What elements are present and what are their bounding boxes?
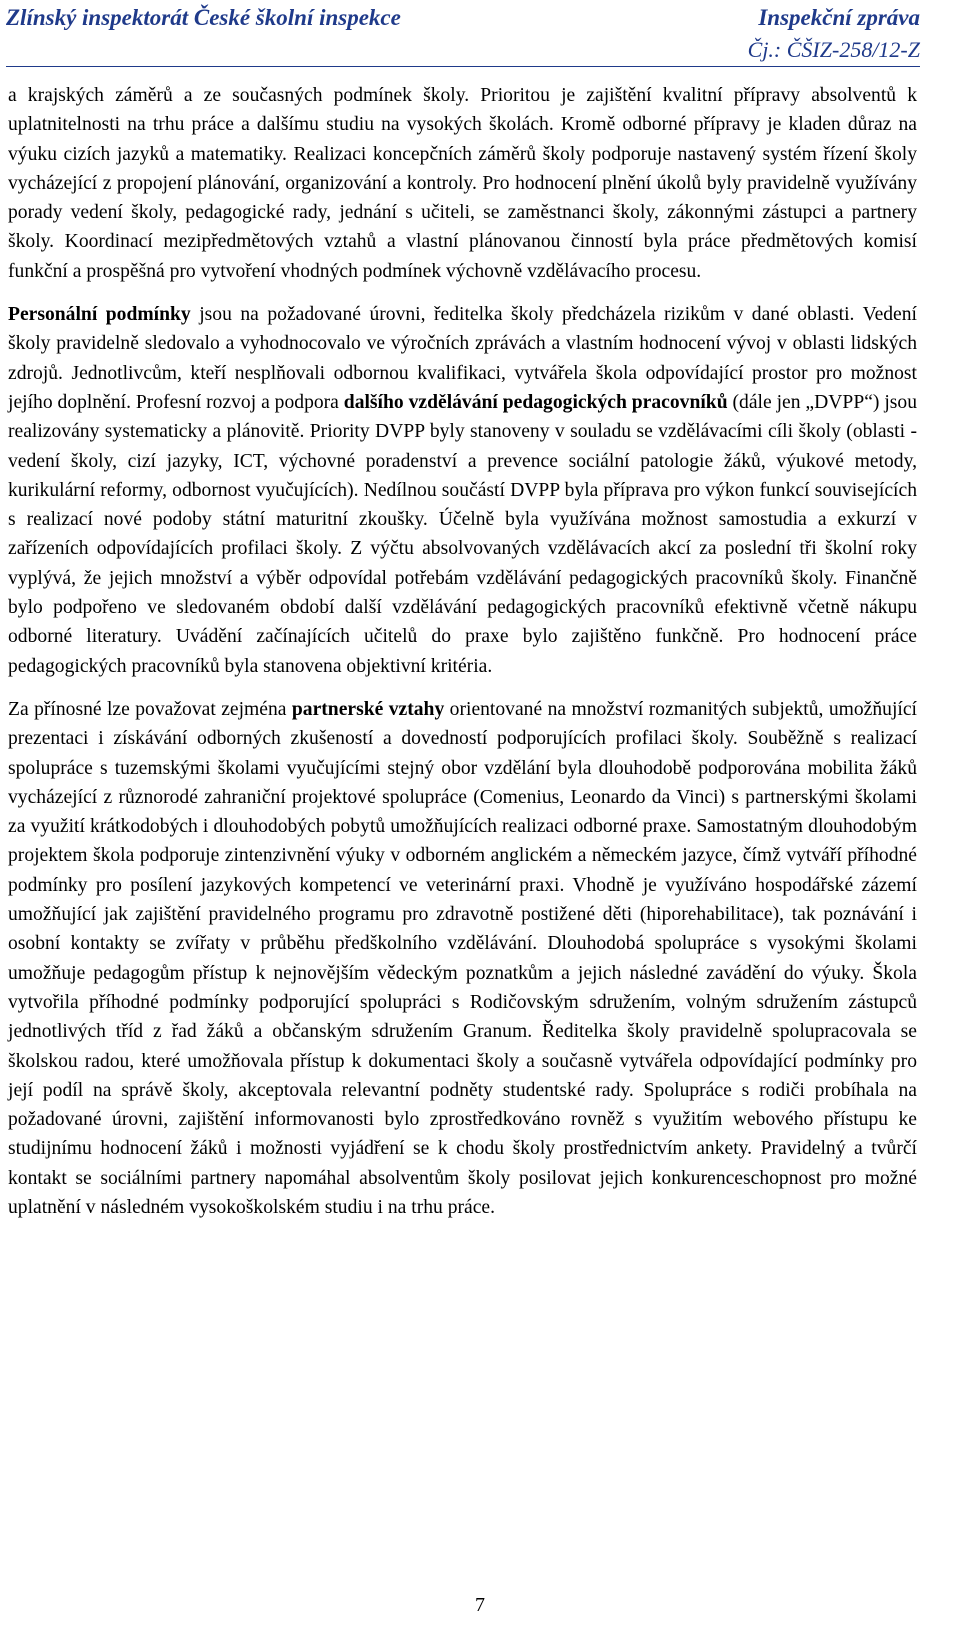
document-body: [8, 81, 917, 1222]
bold-term-dvpp: dalšího vzdělávání pedagogických pracovníků: [343, 391, 728, 413]
page-header: [6, 2, 920, 68]
paragraph-personnel: [8, 300, 917, 681]
report-title: Inspekční zpráva: [758, 5, 920, 30]
report-heading: [748, 2, 920, 66]
text-run: Za přínosné lze považovat zejména: [8, 698, 292, 720]
bold-term-partnerships: partnerské vztahy: [291, 698, 445, 720]
header-divider: [6, 66, 920, 67]
text-run: orientované na množství rozmanitých subjektů, umožňující prezentaci i získávání odborných zkušeností a dovedností podporujících profilaci školy. Souběžně s realizací spolupráce s tuzemskými školami vyučujícími stejný obor vzdělání byla dlouhodobě podporována mobilita žáků vycházející z různorodé zahraniční projektové spolupráce (Comenius, Leonardo da Vinci) s partnerskými školami za využití krátkodobých i dlouhodobých pobytů umožňujících realizaci odborné praxe. Samostatným dlouhodobým projektem škola podporuje zintenzivnění výuky v odborném anglickém a německém jazyce, čímž vytváří příhodné podmínky pro posílení jazykových kompetencí ve veterinární praxi. Vhodně je využíváno hospodářské zázemí umožňující jak zajištění pravidelného programu pro zdravotně postižené děti (hiporehabilitace), tak poznávání i osobní kontakty se zvířaty v průběhu předškolního vzdělávání. Dlouhodobá spolupráce s vysokými školami umožňuje pedagogům přístup k nejnovějším vědeckým poznatkům a jejich následné zavádění do výuky. Škola vytvořila příhodné podmínky podporující spolupráci s Rodičovským sdružením, volným sdružením zástupců jednotlivých tříd z řad žáků a občanským sdružením Granum. Ředitelka školy pravidelně spolupracovala se školskou radou, které umožňovala přístup k dokumentaci školy a současně vytvářela odpovídající podmínky pro její podíl na správě školy, akceptovala relevantní podněty studentské rady. Spolupráce s rodiči probíhala na požadované úrovni, zajištění informovanosti bylo zprostředkováno rovněž s využitím webového přístupu ke studijnímu hodnocení žáků i možnosti vyjádření se k chodu školy prostřednictvím ankety. Pravidelný a tvůrčí kontakt se sociálními partnery napomáhal absolventům školy posilovat jejich konkurenceschopnost pro možné uplatnění v následném vysokoškolském studiu i na trhu práce.: [8, 698, 917, 1218]
text-run: a krajských záměrů a ze současných podmínek školy. Prioritou je zajištění kvalitní přípravy absolventů k uplatnitelnosti na trhu práce a dalšímu studiu na vysokých školách. Kromě odborné přípravy je kladen důraz na výuku cizích jazyků a matematiky. Realizaci koncepčních záměrů školy podporuje nastavený systém řízení školy vycházející z propojení plánování, organizování a kontroly. Pro hodnocení plnění úkolů byly pravidelně využívány porady vedení školy, pedagogické rady, jednání s učiteli, se zaměstnanci školy, zákonnými zástupci a partnery školy. Koordinací mezipředmětových vztahů a vlastní plánovanou činností byla práce předmětových komisí funkční a prospěšná pro vytvoření vhodných podmínek výchovně vzdělávacího procesu.: [8, 85, 917, 282]
reference-number: Čj.: ČŠIZ-258/12-Z: [747, 37, 920, 62]
paragraph-strategy: [8, 81, 917, 286]
text-run: jsou na požadované úrovni, ředitelka školy předcházela rizikům v dané oblasti. Vedení školy pravidelně sledovalo a vyhodnocovalo ve výročních zprávách a vlastním hodnocení vývoj v oblasti lidských zdrojů. Jednotlivcům, kteří nesplňovali odbornou kvalifikaci, vytvářela škola odpovídající prostor pro možnost jejího doplnění. Profesní rozvoj a podpora: [8, 304, 917, 413]
paragraph-partnerships: [8, 695, 917, 1222]
inspectorate-title: Zlínský inspektorát České školní inspekce: [6, 5, 401, 30]
bold-term-personnel: Personální podmínky: [8, 304, 191, 326]
page-number: 7: [475, 1594, 485, 1616]
text-run: (dále jen „DVPP“) jsou realizovány systematicky a plánovitě. Priority DVPP byly stanoveny v souladu se vzdělávacími cíli školy (oblasti - vedení školy, cizí jazyky, ICT, výchovné poradenství a prevence sociální patologie žáků, výukové metody, kurikulární reformy, odbornost vyučujících). Nedílnou součástí DVPP byla příprava pro výkon funkcí souvisejících s realizací nové podoby státní maturitní zkoušky. Účelně byla využívána možnost samostudia a exkurzí v zařízeních odpovídajících profilaci školy. Z výčtu absolvovaných vzdělávacích akcí za poslední tři školní roky vyplývá, že jejich množství a výběr odpovídal potřebám vzdělávání pedagogických pracovníků školy. Finančně bylo podpořeno ve sledovaném období další vzdělávání pedagogických pracovníků efektivně včetně nákupu odborné literatury. Uvádění začínajících učitelů do praxe bylo zajištěno funkčně. Pro hodnocení práce pedagogických pracovníků byla stanovena objektivní kritéria.: [8, 391, 918, 677]
